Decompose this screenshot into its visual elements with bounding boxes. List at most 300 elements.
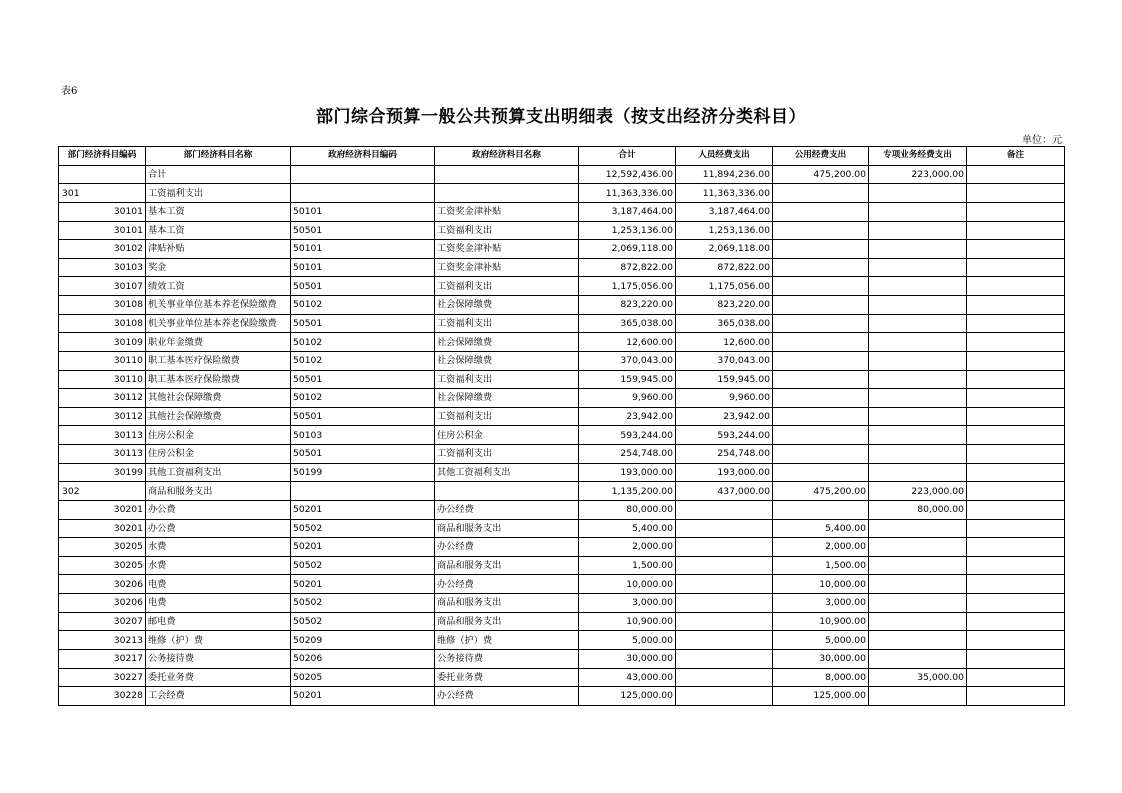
cell-total: 43,000.00: [579, 668, 676, 687]
cell-gov-code: 50201: [291, 500, 435, 519]
cell-personnel: [676, 519, 773, 538]
cell-gov-name: [435, 184, 579, 203]
cell-gov-name: 工资福利支出: [435, 445, 579, 464]
cell-gov-code: 50501: [291, 221, 435, 240]
table-row: [59, 370, 1065, 389]
table-row: [59, 407, 1065, 426]
cell-personnel: 11,894,236.00: [676, 165, 773, 184]
cell-personnel: [676, 668, 773, 687]
cell-total: 2,000.00: [579, 538, 676, 557]
cell-public: 10,900.00: [773, 612, 869, 631]
cell-dept-code: 30206: [59, 594, 146, 613]
cell-public: [773, 500, 869, 519]
cell-dept-name: 基本工资: [146, 221, 291, 240]
cell-public: 1,500.00: [773, 556, 869, 575]
cell-total: 5,000.00: [579, 631, 676, 650]
cell-personnel: 437,000.00: [676, 482, 773, 501]
cell-public: [773, 351, 869, 370]
cell-personnel: 12,600.00: [676, 333, 773, 352]
table-row: [59, 221, 1065, 240]
cell-dept-name: 基本工资: [146, 202, 291, 221]
cell-total: 5,400.00: [579, 519, 676, 538]
cell-dept-name: 其他工资福利支出: [146, 463, 291, 482]
cell-public: [773, 258, 869, 277]
cell-personnel: 3,187,464.00: [676, 202, 773, 221]
cell-total: 1,500.00: [579, 556, 676, 575]
table-row: [59, 333, 1065, 352]
table-row: [59, 202, 1065, 221]
cell-gov-name: 办公经费: [435, 500, 579, 519]
cell-public: [773, 296, 869, 315]
cell-total: 2,069,118.00: [579, 240, 676, 259]
cell-gov-name: 其他工资福利支出: [435, 463, 579, 482]
cell-gov-name: 公务接待费: [435, 649, 579, 668]
cell-public: [773, 240, 869, 259]
cell-dept-code: 301: [59, 184, 146, 203]
cell-total: 3,187,464.00: [579, 202, 676, 221]
cell-personnel: 593,244.00: [676, 426, 773, 445]
cell-gov-name: 委托业务费: [435, 668, 579, 687]
table-row: [59, 612, 1065, 631]
table-body: [59, 165, 1065, 705]
table-row: [59, 314, 1065, 333]
cell-gov-name: 工资福利支出: [435, 407, 579, 426]
cell-dept-name: 办公费: [146, 500, 291, 519]
cell-personnel: 23,942.00: [676, 407, 773, 426]
table-row: [59, 258, 1065, 277]
cell-dept-name: 公务接待费: [146, 649, 291, 668]
cell-gov-code: 50101: [291, 202, 435, 221]
cell-gov-code: 50502: [291, 556, 435, 575]
unit-label: 单位：元: [1022, 135, 1062, 146]
cell-remarks: [967, 612, 1065, 631]
cell-dept-name: 工资福利支出: [146, 184, 291, 203]
cell-dept-name: 维修（护）费: [146, 631, 291, 650]
cell-dept-code: 30206: [59, 575, 146, 594]
cell-public: 5,400.00: [773, 519, 869, 538]
table-row: [59, 240, 1065, 259]
cell-dept-code: 30201: [59, 500, 146, 519]
header-special: 专项业务经费支出: [869, 147, 967, 166]
cell-dept-code: 30109: [59, 333, 146, 352]
cell-gov-name: 社会保障缴费: [435, 296, 579, 315]
cell-gov-name: 商品和服务支出: [435, 594, 579, 613]
cell-total: 3,000.00: [579, 594, 676, 613]
cell-gov-code: 50501: [291, 277, 435, 296]
cell-personnel: 11,363,336.00: [676, 184, 773, 203]
cell-special: [869, 184, 967, 203]
cell-personnel: 2,069,118.00: [676, 240, 773, 259]
cell-remarks: [967, 184, 1065, 203]
cell-special: 223,000.00: [869, 482, 967, 501]
cell-gov-code: 50205: [291, 668, 435, 687]
cell-personnel: 254,748.00: [676, 445, 773, 464]
cell-public: 475,200.00: [773, 482, 869, 501]
cell-gov-code: 50209: [291, 631, 435, 650]
expenditure-table: [58, 146, 1065, 706]
table-row: [59, 538, 1065, 557]
cell-special: [869, 333, 967, 352]
table-row: [59, 649, 1065, 668]
cell-dept-name: 工会经费: [146, 687, 291, 706]
cell-gov-name: [435, 482, 579, 501]
cell-total: 30,000.00: [579, 649, 676, 668]
cell-public: [773, 202, 869, 221]
cell-gov-name: 工资奖金津补贴: [435, 202, 579, 221]
cell-personnel: 193,000.00: [676, 463, 773, 482]
cell-total: 10,900.00: [579, 612, 676, 631]
header-dept-code: 部门经济科目编码: [59, 147, 146, 166]
cell-total: 254,748.00: [579, 445, 676, 464]
cell-gov-name: 工资福利支出: [435, 314, 579, 333]
cell-special: [869, 221, 967, 240]
cell-dept-code: 30205: [59, 538, 146, 557]
cell-dept-code: 30101: [59, 202, 146, 221]
cell-dept-name: 委托业务费: [146, 668, 291, 687]
cell-public: [773, 184, 869, 203]
cell-total: 1,175,056.00: [579, 277, 676, 296]
cell-gov-name: [435, 165, 579, 184]
cell-personnel: 159,945.00: [676, 370, 773, 389]
header-dept-name: 部门经济科目名称: [146, 147, 291, 166]
cell-remarks: [967, 277, 1065, 296]
table-row: [59, 426, 1065, 445]
header-public: 公用经费支出: [773, 147, 869, 166]
cell-dept-code: 30113: [59, 445, 146, 464]
cell-special: [869, 296, 967, 315]
cell-gov-code: 50102: [291, 333, 435, 352]
cell-total: 23,942.00: [579, 407, 676, 426]
cell-public: 125,000.00: [773, 687, 869, 706]
header-gov-code: 政府经济科目编码: [291, 147, 435, 166]
cell-personnel: 1,253,136.00: [676, 221, 773, 240]
cell-special: [869, 594, 967, 613]
cell-dept-name: 合计: [146, 165, 291, 184]
table-row: [59, 687, 1065, 706]
cell-dept-name: 电费: [146, 575, 291, 594]
cell-dept-code: 30227: [59, 668, 146, 687]
cell-dept-name: 奖金: [146, 258, 291, 277]
cell-public: [773, 426, 869, 445]
cell-special: [869, 575, 967, 594]
cell-special: [869, 631, 967, 650]
cell-remarks: [967, 631, 1065, 650]
table-row: [59, 631, 1065, 650]
cell-total: 1,253,136.00: [579, 221, 676, 240]
cell-gov-code: [291, 184, 435, 203]
cell-total: 125,000.00: [579, 687, 676, 706]
cell-gov-code: 50101: [291, 240, 435, 259]
table-row: [59, 556, 1065, 575]
cell-special: 35,000.00: [869, 668, 967, 687]
cell-public: 30,000.00: [773, 649, 869, 668]
cell-gov-name: 工资奖金津补贴: [435, 240, 579, 259]
cell-personnel: [676, 594, 773, 613]
cell-dept-code: 30201: [59, 519, 146, 538]
cell-personnel: 365,038.00: [676, 314, 773, 333]
table-row: [59, 575, 1065, 594]
cell-personnel: 1,175,056.00: [676, 277, 773, 296]
cell-dept-name: 其他社会保障缴费: [146, 407, 291, 426]
cell-dept-name: 住房公积金: [146, 445, 291, 464]
header-total: 合计: [579, 147, 676, 166]
cell-remarks: [967, 314, 1065, 333]
cell-special: [869, 612, 967, 631]
cell-public: [773, 333, 869, 352]
cell-remarks: [967, 500, 1065, 519]
cell-remarks: [967, 668, 1065, 687]
cell-special: 80,000.00: [869, 500, 967, 519]
cell-total: 10,000.00: [579, 575, 676, 594]
cell-gov-name: 住房公积金: [435, 426, 579, 445]
cell-total: 159,945.00: [579, 370, 676, 389]
cell-gov-code: 50206: [291, 649, 435, 668]
cell-personnel: [676, 612, 773, 631]
cell-gov-name: 商品和服务支出: [435, 519, 579, 538]
cell-public: 475,200.00: [773, 165, 869, 184]
cell-personnel: [676, 556, 773, 575]
table-row: [59, 463, 1065, 482]
cell-special: [869, 519, 967, 538]
cell-gov-name: 办公经费: [435, 687, 579, 706]
cell-public: [773, 314, 869, 333]
cell-personnel: [676, 687, 773, 706]
cell-special: [869, 370, 967, 389]
cell-public: [773, 389, 869, 408]
cell-remarks: [967, 594, 1065, 613]
cell-special: [869, 351, 967, 370]
cell-special: 223,000.00: [869, 165, 967, 184]
cell-dept-name: 商品和服务支出: [146, 482, 291, 501]
cell-special: [869, 240, 967, 259]
cell-gov-code: 50501: [291, 314, 435, 333]
table-row: [59, 500, 1065, 519]
cell-personnel: [676, 538, 773, 557]
cell-gov-code: [291, 165, 435, 184]
cell-gov-code: 50103: [291, 426, 435, 445]
cell-dept-code: 30112: [59, 389, 146, 408]
cell-dept-name: 住房公积金: [146, 426, 291, 445]
header-gov-name: 政府经济科目名称: [435, 147, 579, 166]
cell-gov-code: 50201: [291, 538, 435, 557]
table-row: [59, 165, 1065, 184]
cell-gov-name: 商品和服务支出: [435, 556, 579, 575]
cell-dept-code: 30108: [59, 314, 146, 333]
cell-remarks: [967, 202, 1065, 221]
cell-special: [869, 314, 967, 333]
cell-gov-name: 办公经费: [435, 538, 579, 557]
cell-dept-name: 职业年金缴费: [146, 333, 291, 352]
cell-public: 5,000.00: [773, 631, 869, 650]
cell-gov-code: 50199: [291, 463, 435, 482]
cell-total: 80,000.00: [579, 500, 676, 519]
cell-special: [869, 202, 967, 221]
cell-remarks: [967, 258, 1065, 277]
cell-special: [869, 389, 967, 408]
cell-dept-code: 30228: [59, 687, 146, 706]
cell-personnel: 823,220.00: [676, 296, 773, 315]
cell-dept-code: 30112: [59, 407, 146, 426]
cell-remarks: [967, 482, 1065, 501]
cell-dept-code: 30107: [59, 277, 146, 296]
cell-gov-code: 50502: [291, 612, 435, 631]
cell-dept-name: 其他社会保障缴费: [146, 389, 291, 408]
table-row: [59, 184, 1065, 203]
cell-gov-code: 50501: [291, 370, 435, 389]
cell-gov-name: 办公经费: [435, 575, 579, 594]
cell-dept-code: 30101: [59, 221, 146, 240]
cell-remarks: [967, 445, 1065, 464]
cell-special: [869, 445, 967, 464]
cell-dept-code: 30110: [59, 370, 146, 389]
cell-gov-code: 50101: [291, 258, 435, 277]
cell-gov-name: 社会保障缴费: [435, 351, 579, 370]
table-row: [59, 296, 1065, 315]
cell-remarks: [967, 463, 1065, 482]
table-number-label: 表6: [61, 86, 78, 97]
cell-personnel: [676, 649, 773, 668]
cell-remarks: [967, 351, 1065, 370]
cell-remarks: [967, 519, 1065, 538]
cell-dept-code: 30110: [59, 351, 146, 370]
cell-personnel: 370,043.00: [676, 351, 773, 370]
header-remarks: 备注: [967, 147, 1065, 166]
table-row: [59, 668, 1065, 687]
cell-gov-name: 工资奖金津补贴: [435, 258, 579, 277]
cell-gov-code: [291, 482, 435, 501]
cell-dept-code: 30103: [59, 258, 146, 277]
cell-dept-name: 机关事业单位基本养老保险缴费: [146, 314, 291, 333]
cell-dept-name: 水费: [146, 538, 291, 557]
cell-personnel: [676, 575, 773, 594]
header-row: [59, 147, 1065, 166]
cell-special: [869, 687, 967, 706]
cell-dept-code: 30217: [59, 649, 146, 668]
cell-total: 823,220.00: [579, 296, 676, 315]
cell-dept-name: 办公费: [146, 519, 291, 538]
cell-special: [869, 538, 967, 557]
cell-remarks: [967, 165, 1065, 184]
cell-public: 2,000.00: [773, 538, 869, 557]
cell-dept-name: 电费: [146, 594, 291, 613]
cell-special: [869, 258, 967, 277]
cell-gov-code: 50102: [291, 351, 435, 370]
cell-gov-code: 50502: [291, 594, 435, 613]
cell-dept-name: 机关事业单位基本养老保险缴费: [146, 296, 291, 315]
cell-gov-code: 50201: [291, 575, 435, 594]
page-title: 部门综合预算一般公共预算支出明细表（按支出经济分类科目）: [316, 107, 806, 127]
cell-dept-code: 302: [59, 482, 146, 501]
cell-special: [869, 426, 967, 445]
cell-public: [773, 277, 869, 296]
cell-public: [773, 370, 869, 389]
cell-remarks: [967, 221, 1065, 240]
cell-remarks: [967, 426, 1065, 445]
cell-total: 11,363,336.00: [579, 184, 676, 203]
cell-gov-name: 社会保障缴费: [435, 333, 579, 352]
cell-special: [869, 277, 967, 296]
cell-remarks: [967, 575, 1065, 594]
cell-dept-code: 30205: [59, 556, 146, 575]
cell-total: 12,592,436.00: [579, 165, 676, 184]
cell-gov-name: 工资福利支出: [435, 370, 579, 389]
cell-gov-name: 工资福利支出: [435, 277, 579, 296]
cell-gov-code: 50501: [291, 445, 435, 464]
header-personnel: 人员经费支出: [676, 147, 773, 166]
cell-remarks: [967, 389, 1065, 408]
cell-total: 193,000.00: [579, 463, 676, 482]
cell-dept-code: 30199: [59, 463, 146, 482]
cell-special: [869, 649, 967, 668]
cell-public: [773, 407, 869, 426]
cell-remarks: [967, 407, 1065, 426]
cell-gov-code: 50102: [291, 296, 435, 315]
cell-gov-code: 50501: [291, 407, 435, 426]
cell-total: 9,960.00: [579, 389, 676, 408]
cell-public: 8,000.00: [773, 668, 869, 687]
cell-dept-code: 30102: [59, 240, 146, 259]
cell-dept-name: 职工基本医疗保险缴费: [146, 370, 291, 389]
cell-gov-code: 50102: [291, 389, 435, 408]
cell-total: 370,043.00: [579, 351, 676, 370]
cell-gov-name: 社会保障缴费: [435, 389, 579, 408]
cell-public: 10,000.00: [773, 575, 869, 594]
cell-remarks: [967, 556, 1065, 575]
cell-remarks: [967, 240, 1065, 259]
cell-special: [869, 463, 967, 482]
cell-remarks: [967, 687, 1065, 706]
cell-special: [869, 407, 967, 426]
cell-dept-name: 绩效工资: [146, 277, 291, 296]
cell-remarks: [967, 538, 1065, 557]
table-row: [59, 519, 1065, 538]
cell-gov-name: 商品和服务支出: [435, 612, 579, 631]
cell-total: 1,135,200.00: [579, 482, 676, 501]
cell-special: [869, 556, 967, 575]
cell-public: [773, 463, 869, 482]
cell-dept-name: 水费: [146, 556, 291, 575]
cell-remarks: [967, 649, 1065, 668]
cell-remarks: [967, 333, 1065, 352]
cell-personnel: [676, 500, 773, 519]
cell-total: 12,600.00: [579, 333, 676, 352]
table-row: [59, 277, 1065, 296]
cell-public: [773, 445, 869, 464]
cell-personnel: [676, 631, 773, 650]
cell-personnel: 9,960.00: [676, 389, 773, 408]
cell-dept-code: 30108: [59, 296, 146, 315]
cell-gov-name: 工资福利支出: [435, 221, 579, 240]
cell-dept-name: 津贴补贴: [146, 240, 291, 259]
cell-total: 872,822.00: [579, 258, 676, 277]
cell-dept-code: 30213: [59, 631, 146, 650]
cell-total: 365,038.00: [579, 314, 676, 333]
cell-gov-code: 50201: [291, 687, 435, 706]
table-row: [59, 482, 1065, 501]
table-row: [59, 351, 1065, 370]
cell-remarks: [967, 296, 1065, 315]
cell-total: 593,244.00: [579, 426, 676, 445]
cell-gov-name: 维修（护）费: [435, 631, 579, 650]
cell-gov-code: 50502: [291, 519, 435, 538]
cell-dept-name: 邮电费: [146, 612, 291, 631]
cell-dept-code: 30113: [59, 426, 146, 445]
table-row: [59, 445, 1065, 464]
table-row: [59, 594, 1065, 613]
table-row: [59, 389, 1065, 408]
cell-public: 3,000.00: [773, 594, 869, 613]
cell-dept-name: 职工基本医疗保险缴费: [146, 351, 291, 370]
